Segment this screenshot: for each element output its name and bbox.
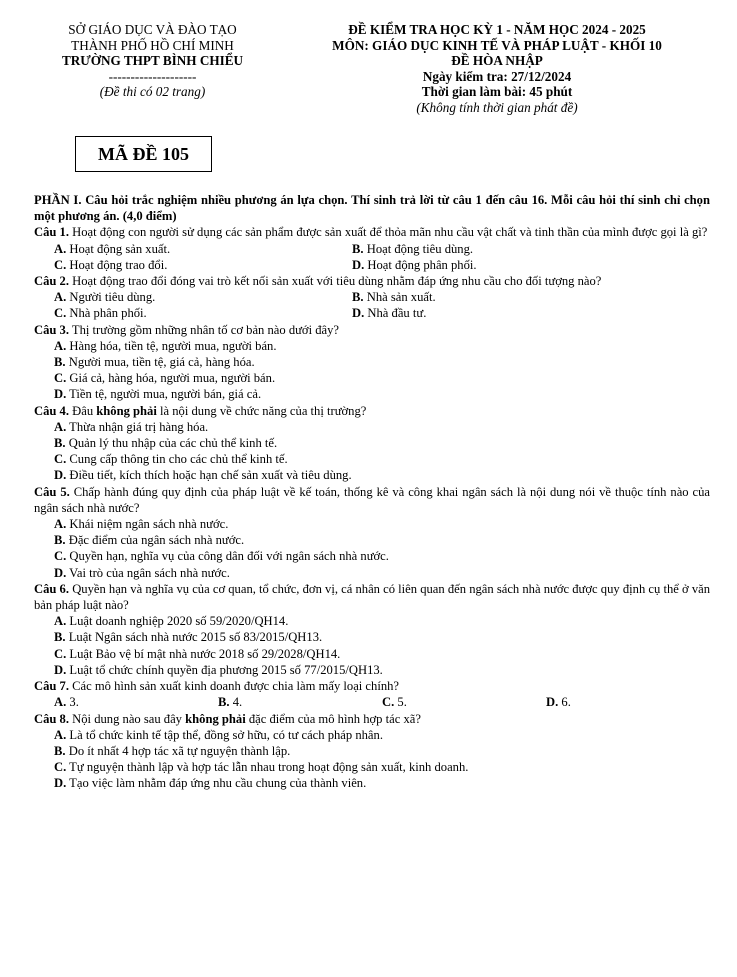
question-7	[34, 678, 710, 694]
answer-option[interactable]	[352, 289, 650, 305]
option-text: Hoạt động trao đổi.	[69, 257, 168, 272]
option-text: Hàng hóa, tiền tệ, người mua, người bán.	[69, 338, 277, 353]
answer-option[interactable]	[34, 548, 710, 564]
question-4	[34, 403, 710, 419]
subject: MÔN: GIÁO DỤC KINH TẾ VÀ PHÁP LUẬT - KHỐI 10	[332, 37, 662, 53]
exam-type: ĐỀ HÒA NHẬP	[451, 53, 543, 69]
option-text: 6.	[561, 695, 571, 710]
question-pre: Hoạt động con người sử dụng các sản phẩm được sản xuất để thỏa mãn nhu cầu vật chất và tinh thần của mình được gọi là gì?	[72, 225, 708, 240]
option-letter: C.	[54, 452, 67, 467]
option-text: Hoạt động tiêu dùng.	[366, 241, 474, 256]
option-letter: B.	[54, 743, 66, 758]
option-letter: A.	[54, 241, 67, 256]
option-text: Tiền tệ, người mua, người bán, giá cả.	[69, 387, 262, 402]
option-text: Người mua, tiền tệ, giá cả, hàng hóa.	[68, 355, 255, 370]
answer-option[interactable]	[382, 694, 546, 710]
option-letter: D.	[352, 306, 365, 321]
question-pre: Thị trường gồm những nhân tố cơ bản nào dưới đây?	[71, 322, 340, 337]
option-letter: A.	[54, 517, 67, 532]
option-row	[34, 305, 710, 321]
question-num: Câu 4.	[34, 403, 69, 418]
option-letter: B.	[54, 355, 66, 370]
option-row	[34, 257, 710, 273]
option-text: Người tiêu dùng.	[69, 290, 156, 305]
option-letter: C.	[54, 646, 67, 661]
option-row	[34, 289, 710, 305]
option-letter: C.	[54, 549, 67, 564]
question-pre: Chấp hành đúng quy định của pháp luật về kế toán, thống kê và công khai ngân sách là nội dung nói về thuộc tính nào của ngân sách nhà nước?	[34, 484, 710, 515]
option-letter: B.	[352, 290, 364, 305]
option-letter: C.	[382, 695, 395, 710]
option-text: Điều tiết, kích thích hoặc hạn chế sản xuất và tiêu dùng.	[69, 468, 352, 483]
header-right	[262, 22, 732, 116]
option-letter: A.	[54, 695, 67, 710]
answer-option[interactable]	[34, 354, 710, 370]
question-num: Câu 8.	[34, 711, 69, 726]
question-list	[34, 224, 710, 791]
option-text: Luật Ngân sách nhà nước 2015 số 83/2015/QH13.	[68, 630, 323, 645]
option-letter: B.	[218, 695, 230, 710]
option-text: Do ít nhất 4 hợp tác xã tự nguyện thành lập.	[68, 743, 291, 758]
option-letter: A.	[54, 419, 67, 434]
question-num: Câu 7.	[34, 679, 69, 694]
question-post: đặc điểm của mô hình hợp tác xã?	[245, 711, 421, 726]
option-letter: C.	[54, 257, 67, 272]
question-pre: Các mô hình sản xuất kinh doanh được chia làm mấy loại chính?	[72, 679, 400, 694]
option-text: Vai trò của ngân sách nhà nước.	[69, 565, 230, 580]
question-post: là nội dung về chức năng của thị trường?	[156, 403, 367, 418]
answer-option[interactable]	[34, 775, 710, 791]
answer-option[interactable]	[34, 743, 710, 759]
option-text: Giá cả, hàng hóa, người mua, người bán.	[69, 371, 276, 386]
question-pre: Quyền hạn và nghĩa vụ của cơ quan, tổ chức, đơn vị, cá nhân có liên quan đến ngân sách nhà nước được quy định cụ thể ở văn bản pháp luật nào?	[34, 581, 710, 613]
option-text: Tạo việc làm nhằm đáp ứng nhu cầu chung của thành viên.	[69, 776, 367, 791]
question-pre: Hoạt động trao đổi đóng vai trò kết nối sản xuất với tiêu dùng nhằm đáp ứng nhu cầu cho đối tượng nào?	[72, 274, 602, 289]
option-letter: D.	[54, 468, 67, 483]
option-text: Cung cấp thông tin cho các chủ thể kinh tế.	[69, 452, 288, 467]
header-left	[30, 22, 275, 100]
option-letter: C.	[54, 760, 67, 775]
option-letter: B.	[54, 630, 66, 645]
question-pre: Đâu	[72, 403, 97, 418]
option-text: Nhà đầu tư.	[367, 306, 427, 321]
option-text: Nhà phân phối.	[69, 306, 147, 321]
option-letter: A.	[54, 338, 67, 353]
answer-option[interactable]	[546, 694, 710, 710]
answer-option[interactable]	[34, 565, 710, 581]
answer-option[interactable]	[34, 727, 710, 743]
divider: --------------------	[108, 68, 197, 84]
city-name: THÀNH PHỐ HỒ CHÍ MINH	[71, 37, 234, 53]
answer-option[interactable]	[34, 532, 710, 548]
option-letter: D.	[54, 662, 67, 677]
option-letter: C.	[54, 371, 67, 386]
answer-option[interactable]	[352, 305, 650, 321]
option-text: Luật tổ chức chính quyền địa phương 2015 số 77/2015/QH13.	[69, 662, 383, 677]
question-bold: không phải	[96, 403, 157, 418]
option-letter: D.	[54, 565, 67, 580]
option-text: 5.	[397, 695, 407, 710]
option-text: Hoạt động phân phối.	[367, 257, 477, 272]
option-text: 4.	[232, 695, 243, 710]
option-text: Quyền hạn, nghĩa vụ của công dân đối với ngân sách nhà nước.	[69, 549, 389, 564]
option-letter: D.	[352, 257, 365, 272]
option-letter: C.	[54, 306, 67, 321]
question-bold: không phải	[185, 711, 246, 726]
option-text: Luật doanh nghiệp 2020 số 59/2020/QH14.	[69, 614, 289, 629]
section-heading: PHẦN I. Câu hỏi trắc nghiệm nhiều phương án lựa chọn. Thí sinh trả lời từ câu 1 đến câu 16. Mỗi câu hỏi thí sinh chỉ chọn một phương án. (4,0 điểm)	[34, 193, 710, 224]
answer-option[interactable]	[54, 694, 218, 710]
answer-option[interactable]	[34, 386, 710, 402]
answer-option[interactable]	[34, 516, 710, 532]
option-letter: D.	[54, 776, 67, 791]
exam-content	[34, 192, 710, 792]
option-text: Là tổ chức kinh tế tập thể, đồng sở hữu, có tư cách pháp nhân.	[69, 727, 383, 742]
answer-option[interactable]	[54, 305, 352, 321]
question-3	[34, 322, 710, 338]
option-letter: D.	[546, 695, 559, 710]
option-text: Thừa nhận giá trị hàng hóa.	[69, 419, 209, 434]
answer-option[interactable]	[34, 370, 710, 386]
option-row	[34, 241, 710, 257]
option-letter: A.	[54, 290, 67, 305]
option-letter: B.	[352, 241, 364, 256]
option-letter: A.	[54, 727, 67, 742]
option-letter: D.	[54, 387, 67, 402]
answer-option[interactable]	[54, 241, 352, 257]
answer-option[interactable]	[352, 241, 650, 257]
page-count: (Đề thi có 02 trang)	[99, 84, 206, 100]
question-num: Câu 1.	[34, 225, 69, 240]
question-num: Câu 5.	[34, 484, 70, 499]
option-letter: B.	[54, 533, 66, 548]
option-row	[34, 694, 710, 710]
option-text: Đặc điểm của ngân sách nhà nước.	[68, 533, 245, 548]
answer-option[interactable]	[34, 629, 710, 645]
question-num: Câu 2.	[34, 274, 69, 289]
duration-note: (Không tính thời gian phát đề)	[416, 99, 578, 115]
answer-option[interactable]	[54, 289, 352, 305]
option-text: Hoạt động sản xuất.	[69, 241, 171, 256]
question-2	[34, 273, 710, 289]
school-name: TRƯỜNG THPT BÌNH CHIỂU	[61, 53, 244, 69]
answer-option[interactable]	[34, 613, 710, 629]
option-text: 3.	[69, 695, 79, 710]
question-6	[34, 581, 710, 613]
option-text: Luật Bảo vệ bí mật nhà nước 2018 số 29/2028/QH14.	[69, 646, 341, 661]
answer-option[interactable]	[34, 646, 710, 662]
question-num: Câu 3.	[34, 322, 69, 337]
duration: Thời gian làm bài: 45 phút	[421, 84, 573, 100]
option-text: Khái niệm ngân sách nhà nước.	[69, 517, 229, 532]
question-1	[34, 224, 710, 240]
question-8	[34, 711, 710, 727]
question-5	[34, 484, 710, 516]
option-letter: A.	[54, 614, 67, 629]
option-letter: B.	[54, 436, 66, 451]
answer-option[interactable]	[34, 419, 710, 435]
exam-title: ĐỀ KIỂM TRA HỌC KỲ 1 - NĂM HỌC 2024 - 2025	[348, 22, 646, 37]
answer-option[interactable]	[218, 694, 382, 710]
exam-code-box: MÃ ĐỀ 105	[75, 136, 212, 172]
option-text: Quản lý thu nhập của các chủ thể kinh tế.	[68, 436, 278, 451]
answer-option[interactable]	[54, 257, 352, 273]
exam-date: Ngày kiểm tra: 27/12/2024	[422, 68, 572, 84]
answer-option[interactable]	[34, 759, 710, 775]
answer-option[interactable]	[34, 662, 710, 678]
answer-option[interactable]	[34, 435, 710, 451]
option-text: Nhà sản xuất.	[366, 290, 436, 305]
question-pre: Nội dung nào sau đây	[72, 711, 186, 726]
option-text: Tự nguyện thành lập và hợp tác lẫn nhau trong hoạt động sản xuất, kinh doanh.	[69, 760, 469, 775]
answer-option[interactable]	[34, 467, 710, 483]
department-name: SỞ GIÁO DỤC VÀ ĐÀO TẠO	[68, 22, 237, 37]
question-num: Câu 6.	[34, 581, 70, 596]
answer-option[interactable]	[34, 451, 710, 467]
answer-option[interactable]	[34, 338, 710, 354]
answer-option[interactable]	[352, 257, 650, 273]
